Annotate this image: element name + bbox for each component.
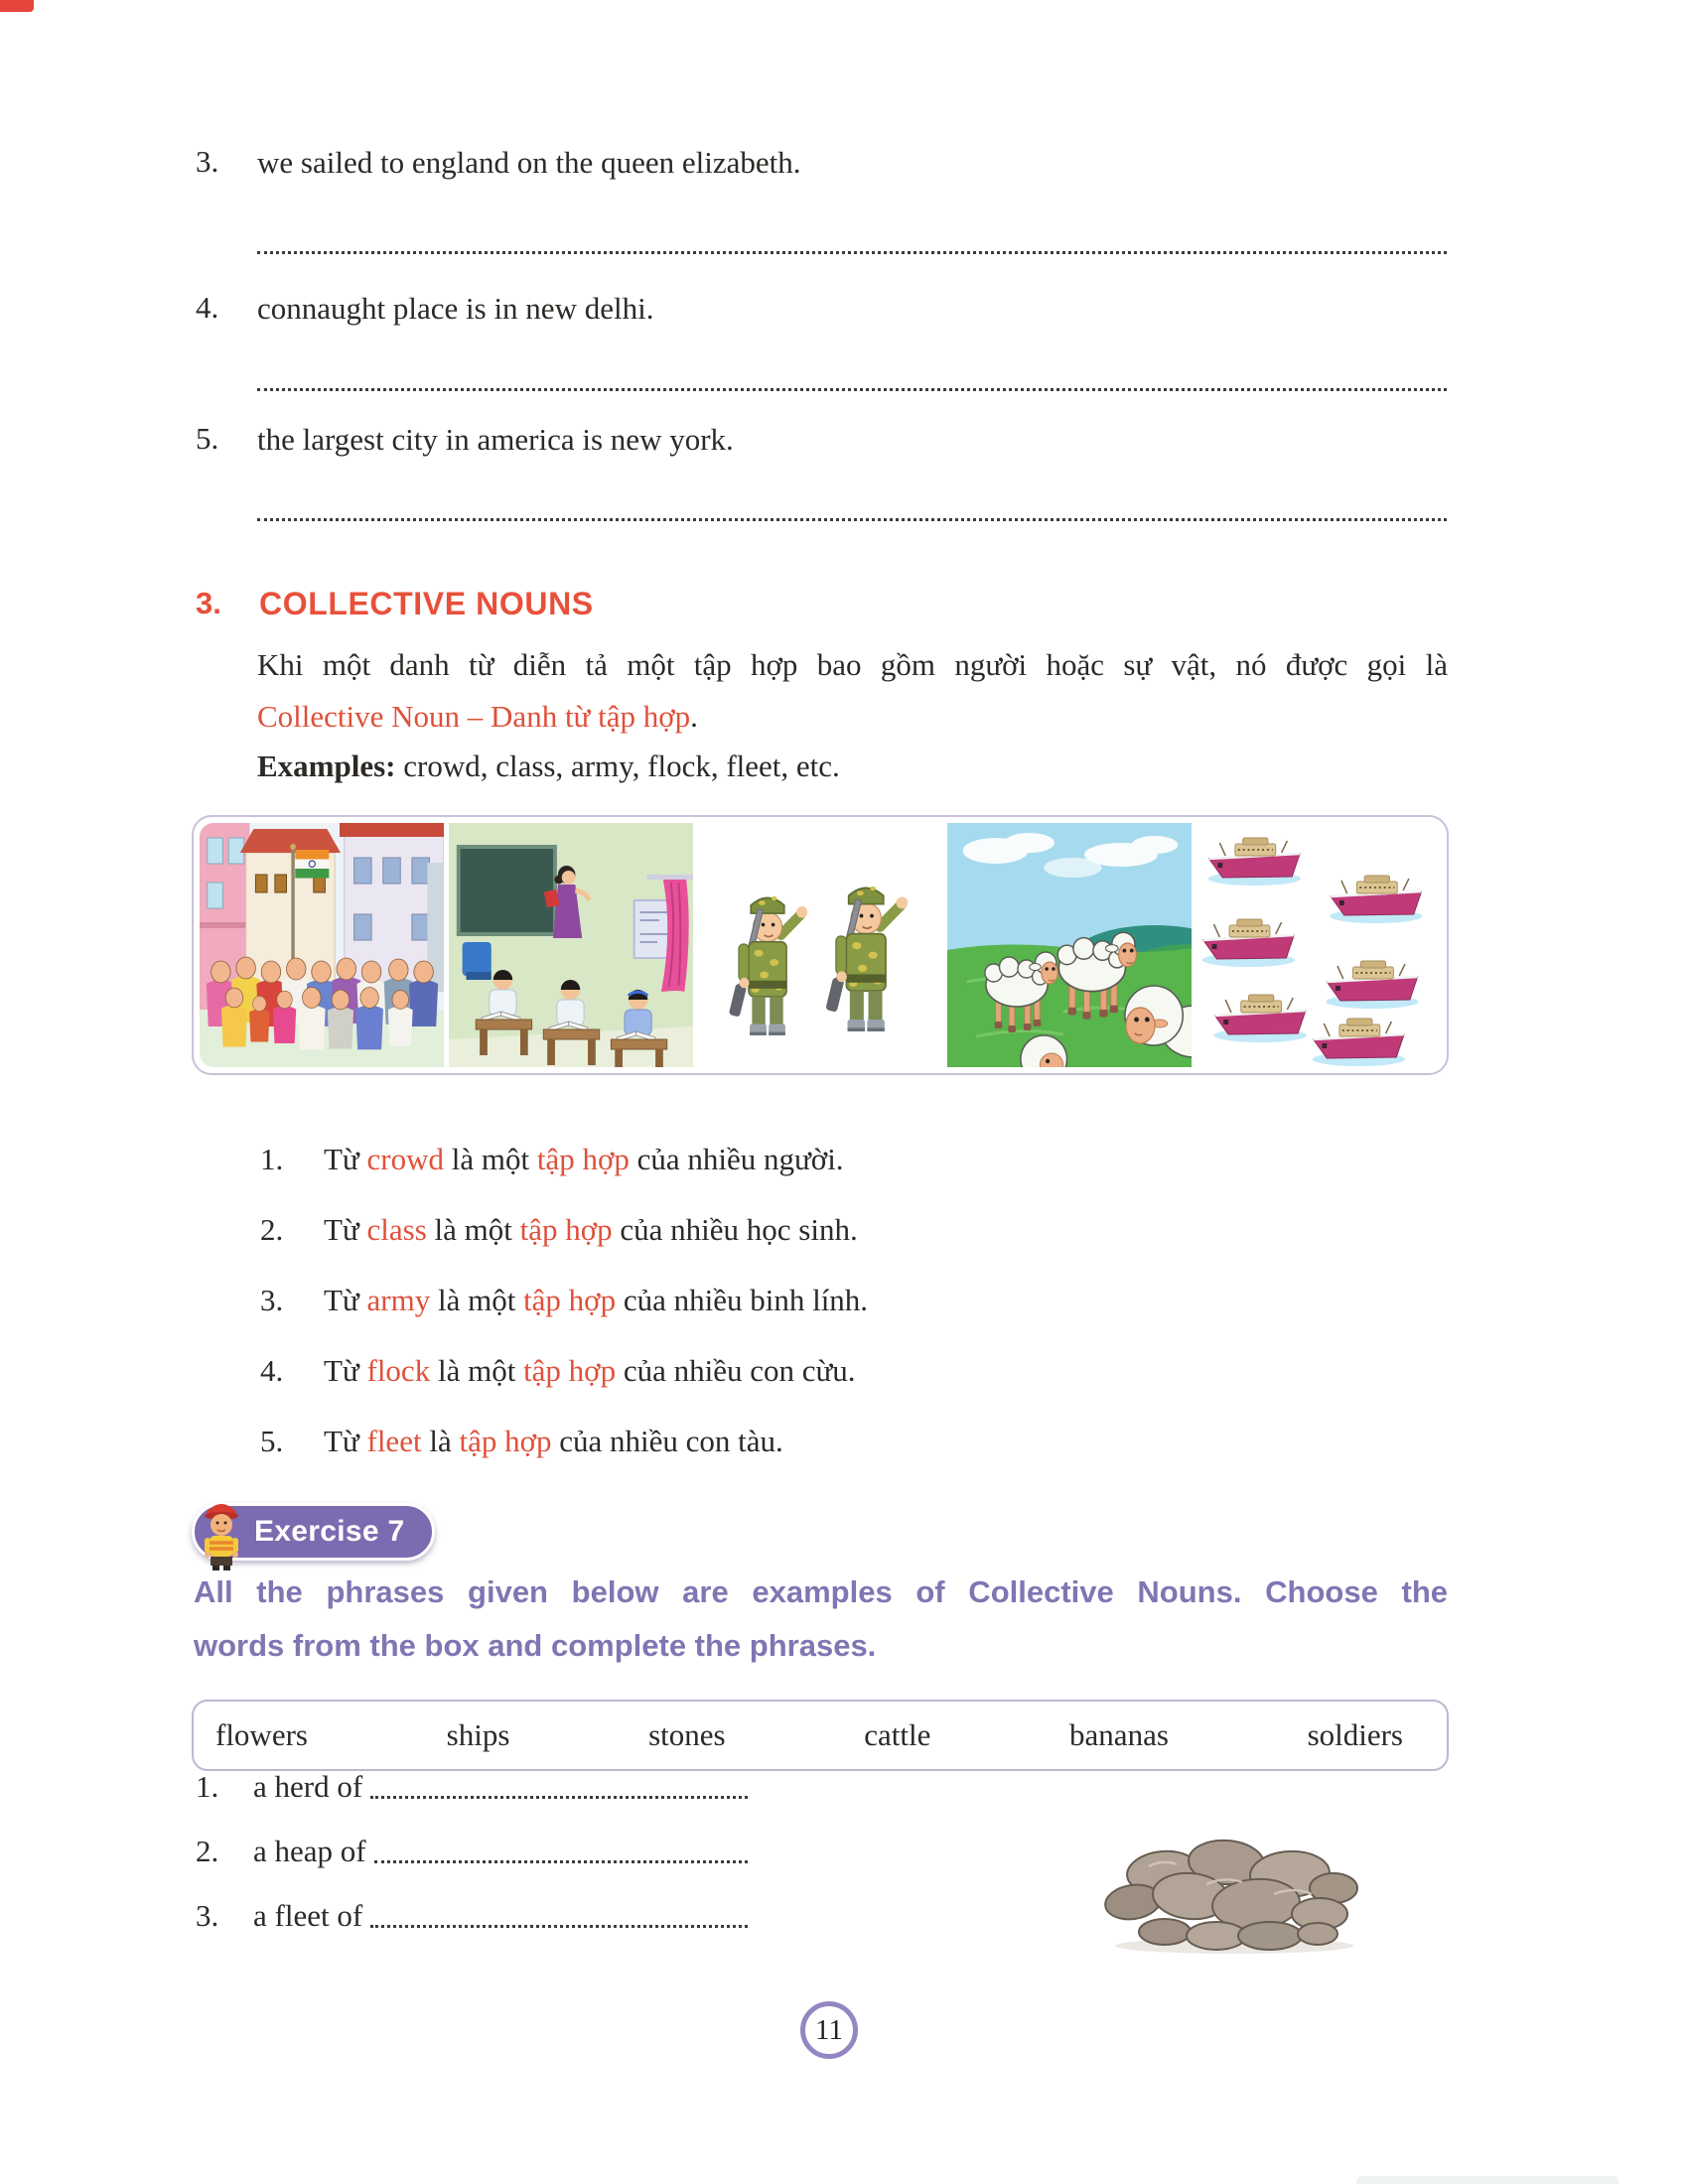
collective-item-4 (260, 1353, 856, 1389)
answer-blank (374, 1860, 748, 1863)
answer-line (257, 251, 1447, 254)
item-number: 1. (196, 1769, 219, 1804)
fleet-image (1196, 823, 1441, 1067)
phrase-item-1 (196, 1769, 748, 1805)
page-number: 11 (800, 2001, 858, 2059)
answer-line (257, 518, 1447, 521)
item-sentence: connaught place is in new delhi. (257, 291, 654, 326)
item-sentence: we sailed to england on the queen elizabeth. (257, 145, 801, 180)
word-box-item: bananas (1069, 1717, 1169, 1752)
item-number: 4. (196, 290, 219, 325)
page-bleed-mark (0, 0, 34, 12)
exercise-badge-label: Exercise 7 (254, 1515, 405, 1548)
item-text: Từ army là một tập hợp của nhiều binh lính. (324, 1283, 869, 1317)
answer-blank (370, 1925, 748, 1928)
collective-item-5 (260, 1424, 783, 1459)
phrase-label: a herd of (253, 1769, 363, 1804)
word-box-item: cattle (864, 1717, 931, 1752)
phrase-label: a heap of (253, 1834, 366, 1868)
flock-image (947, 823, 1192, 1067)
phrase-label: a fleet of (253, 1898, 363, 1933)
item-number: 2. (260, 1212, 284, 1247)
intro-line-2 (257, 697, 1448, 737)
word-box (192, 1700, 1449, 1771)
section-number: 3. (196, 586, 221, 620)
item-text: Từ crowd là một tập hợp của nhiều người. (324, 1142, 844, 1176)
instruction-line-1: All the phrases given below are examples of Collective Nouns. Choose the (194, 1574, 1448, 1609)
item-number: 4. (260, 1353, 284, 1388)
item-text: Từ class là một tập hợp của nhiều học sinh. (324, 1212, 858, 1247)
item-sentence: the largest city in america is new york. (257, 422, 734, 457)
instruction-line-2: words from the box and complete the phrases. (194, 1628, 877, 1663)
item-text: Từ flock là một tập hợp của nhiều con cừu. (324, 1353, 856, 1388)
item-number: 3. (196, 1898, 219, 1933)
exercise-badge (192, 1503, 435, 1561)
collective-nouns-image-strip (192, 815, 1449, 1075)
intro-line-1: Khi một danh từ diễn tả một tập hợp bao gồm người hoặc sự vật, nó được gọi là (257, 647, 1448, 682)
answer-blank (370, 1796, 748, 1799)
word-box-item: flowers (215, 1717, 308, 1752)
page-bottom-tab (1356, 2176, 1618, 2184)
collective-item-2 (260, 1212, 858, 1248)
boy-with-cap-icon (197, 1494, 246, 1573)
class-image (449, 823, 693, 1067)
collective-item-1 (260, 1142, 844, 1177)
army-image (698, 823, 942, 1067)
cap-item-5 (196, 421, 1450, 460)
section-heading (196, 586, 594, 622)
crowd-image (200, 823, 444, 1067)
item-number: 3. (260, 1283, 284, 1317)
examples-label: Examples: (257, 749, 396, 783)
intro-highlight: Collective Noun – Danh từ tập hợp (257, 699, 691, 734)
item-number: 3. (196, 144, 219, 179)
heap-of-stones-image (1095, 1823, 1359, 1956)
intro-period: . (690, 699, 698, 734)
cap-item-3 (196, 144, 1450, 183)
item-number: 5. (196, 421, 219, 456)
answer-line (257, 388, 1447, 391)
examples-text: crowd, class, army, flock, fleet, etc. (395, 749, 840, 783)
word-box-item: soldiers (1307, 1717, 1403, 1752)
item-number: 1. (260, 1142, 284, 1176)
word-box-item: ships (446, 1717, 510, 1752)
item-number: 5. (260, 1424, 284, 1458)
cap-item-4 (196, 290, 1450, 329)
item-text: Từ fleet là tập hợp của nhiều con tàu. (324, 1424, 783, 1458)
examples-line (257, 747, 1448, 786)
section-title: COLLECTIVE NOUNS (259, 586, 594, 621)
collective-item-3 (260, 1283, 868, 1318)
phrase-item-2 (196, 1834, 748, 1869)
phrase-item-3 (196, 1898, 748, 1934)
word-box-item: stones (648, 1717, 726, 1752)
item-number: 2. (196, 1834, 219, 1868)
